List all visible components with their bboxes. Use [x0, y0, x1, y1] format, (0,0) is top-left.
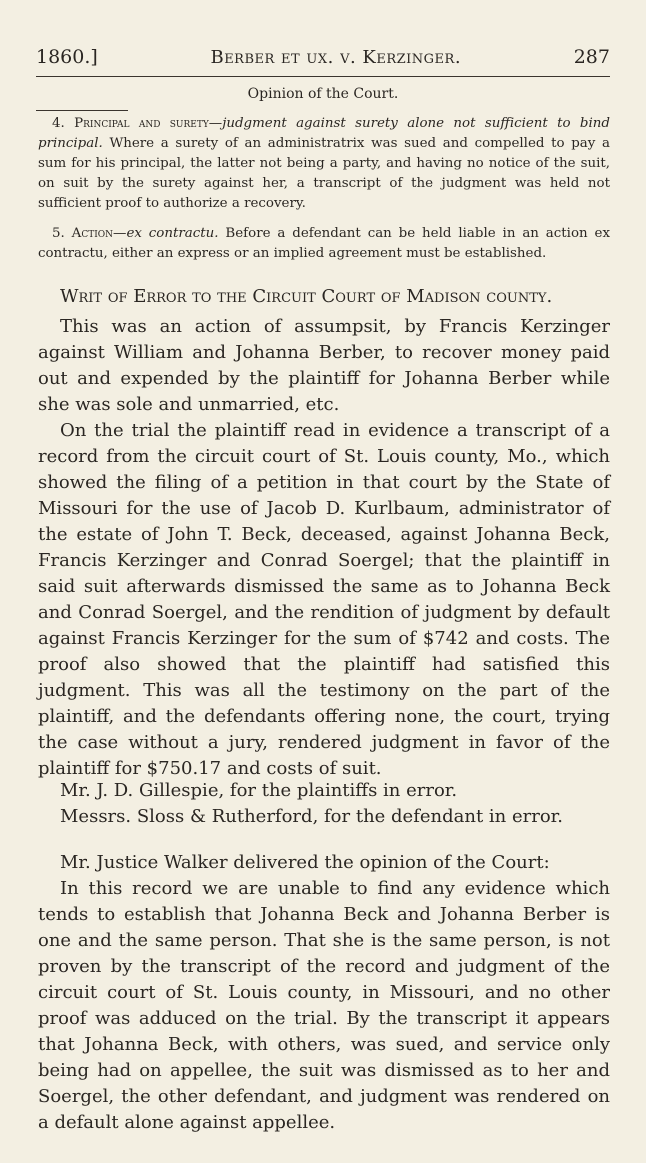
writ-of-error: Writ of Error to the Circuit Court of Madison county.: [60, 286, 553, 307]
counsel-plaintiffs: Mr. J. D. Gillespie, for the plaintiffs in error.: [60, 780, 458, 801]
headnote-body: Where a surety of an administratrix was sued and compelled to pay a sum for his principal, the latter not being a party, and having no notice of the suit, on suit by the surety against her, a transcript of the judgment was held not sufficient proof to authorize a recovery.: [38, 136, 610, 211]
headnote-title: Principal and surety: [74, 116, 209, 131]
header-case-title: Berber et ux. v. Kerzinger.: [210, 47, 462, 68]
headnote-number: 4.: [52, 116, 65, 131]
headnote-number: 5.: [52, 226, 65, 241]
page-number: 287: [573, 46, 610, 68]
opinion-intro: Mr. Justice Walker delivered the opinion of the Court:: [60, 852, 550, 873]
opinion-paragraph: In this record we are unable to find any evidence which tends to establish that Johanna Beck and Johanna Berber is one and the same person. That she is the same person, is not proven by the transcript of the record and judgment of the circuit court of St. Louis county, in Missouri, and no other proof was adduced on the trial. By the transcript it appears that Johanna Beck, with others, was sued, and service only being had on appellee, the suit was dismissed as to her and Soergel, the other defendant, and judgment was rendered on a default alone against appellee.: [38, 878, 610, 1133]
headnote-body: Before a defendant can be held liable in an action ex contractu, either an express or an implied agreement must be established.: [38, 226, 610, 261]
headnote-rule: [36, 110, 128, 111]
paragraph-2: On the trial the plaintiff read in evidence a transcript of a record from the circuit court of St. Louis county, Mo., which showed the filing of a petition in that court by the State of Missouri for the use of Jacob D. Kurlbaum, administrator of the estate of John T. Beck, deceased, against Johanna Beck, Francis Kerzinger and Conrad Soergel; that the plaintiff in said suit afterwards dismissed the same as to Johanna Beck and Conrad Soergel, and the rendition of judgment by default against Francis Kerzinger for the sum of $742 and costs. The proof also showed that the plaintiff had satisfied this judgment. This was all the testimony on the part of the plaintiff, and the defendants offering none, the court, trying the case without a jury, rendered judgment in favor of the plaintiff for $750.17 and costs of suit.: [38, 420, 610, 779]
headnote-subtitle: —judgment against surety alone not sufficient to bind principal.: [38, 116, 610, 151]
headnote-4: [38, 114, 610, 214]
paragraph-1: This was an action of assumpsit, by Francis Kerzinger against William and Johanna Berber, to recover money paid out and expended by the plaintiff for Johanna Berber while she was sole and unmarried, etc.: [38, 316, 610, 415]
headnote-title: Action: [71, 226, 114, 241]
header-rule: [36, 76, 610, 77]
running-subhead: Opinion of the Court.: [247, 86, 399, 102]
counsel-defendant: Messrs. Sloss & Rutherford, for the defendant in error.: [60, 806, 564, 827]
headnote-5: [38, 224, 610, 264]
running-header: [36, 46, 610, 68]
headnote-subtitle: —ex contractu.: [113, 226, 219, 241]
header-year: 1860.]: [36, 46, 98, 68]
